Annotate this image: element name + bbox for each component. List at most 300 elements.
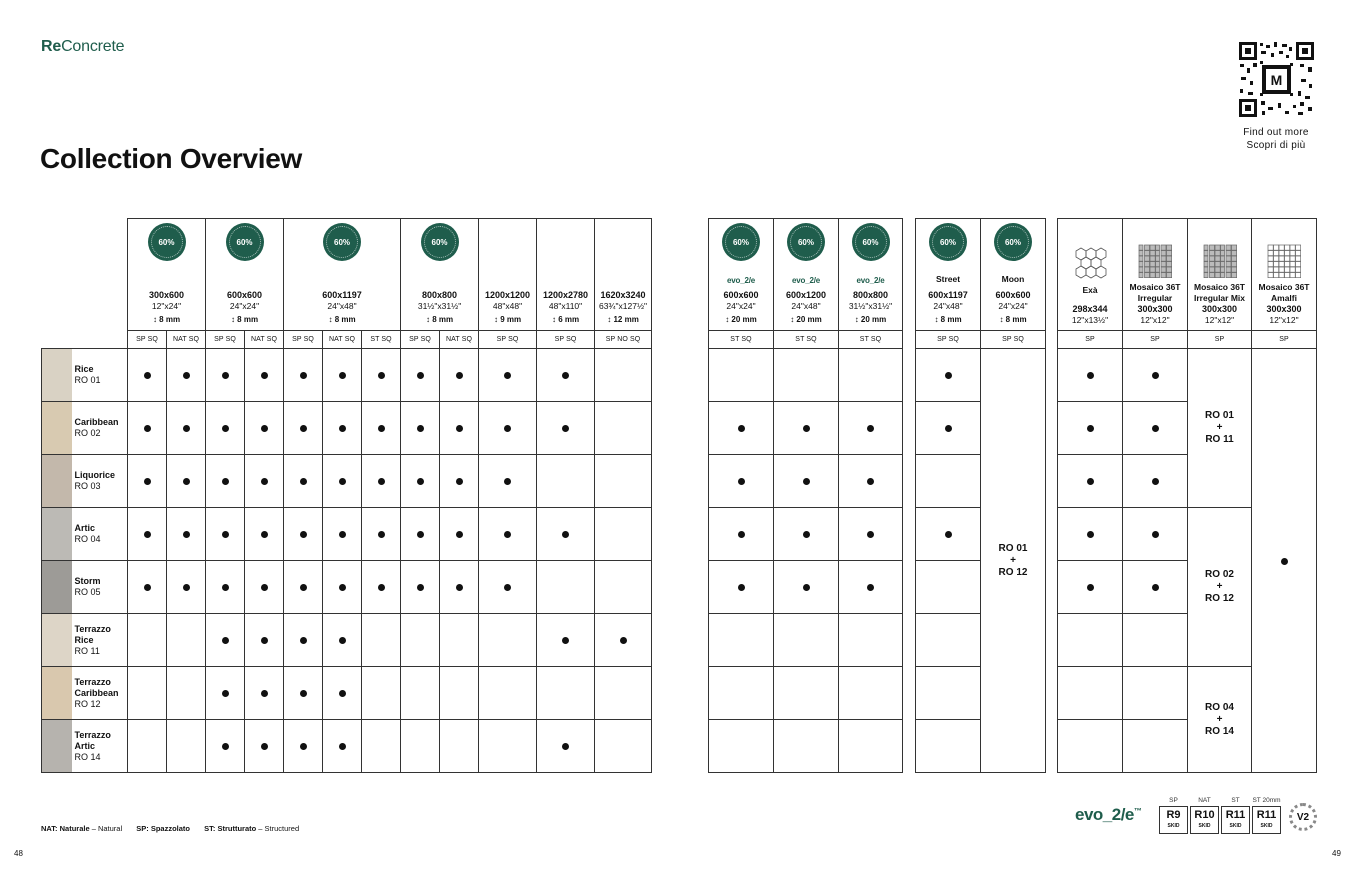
availability-cell: [839, 561, 903, 614]
availability-cell: [595, 667, 652, 720]
availability-cell: [537, 455, 595, 508]
recycled-badge-icon: 60%: [148, 223, 186, 261]
availability-cell: [128, 455, 167, 508]
availability-cell: [167, 508, 206, 561]
available-dot: [183, 478, 190, 485]
availability-cell: [167, 561, 206, 614]
availability-cell: [206, 508, 245, 561]
available-dot: [144, 425, 151, 432]
finish-label: SP: [1123, 331, 1188, 349]
available-dot: [144, 531, 151, 538]
availability-cell: [839, 720, 903, 773]
availability-cell: [839, 508, 903, 561]
availability-cell: [245, 561, 284, 614]
available-dot: [144, 478, 151, 485]
format-inches: 63¾"x127½": [598, 301, 648, 311]
table-row: [709, 508, 903, 561]
availability-cell: [774, 561, 839, 614]
format-size: 600x600: [723, 290, 759, 300]
availability-cell: [128, 402, 167, 455]
availability-cell: [595, 455, 652, 508]
availability-cell: [1123, 349, 1188, 402]
amalfi-mosaic-icon: [1267, 244, 1301, 278]
mosaic-header: Mosaico 36T Irregular 300x300 12"x12": [1123, 219, 1188, 331]
availability-cell: [537, 561, 595, 614]
format-inches: 31½"x31½": [848, 301, 893, 311]
availability-cell: [1123, 508, 1188, 561]
available-dot: [620, 637, 627, 644]
available-dot: [1087, 425, 1094, 432]
finish-label: SP SQ: [537, 331, 595, 349]
available-dot: [261, 584, 268, 591]
availability-cell: [362, 402, 401, 455]
available-dot: [378, 584, 385, 591]
availability-cell: [595, 614, 652, 667]
availability-cell: [537, 508, 595, 561]
available-dot: [183, 531, 190, 538]
available-dot: [417, 478, 424, 485]
thickness: ↕ 20 mm: [790, 315, 822, 324]
table-row: [42, 667, 652, 720]
finish-label: NAT SQ: [245, 331, 284, 349]
page-number-right: 49: [1332, 849, 1341, 858]
thickness: ↕ 9 mm: [493, 315, 522, 324]
availability-cell: [1058, 561, 1123, 614]
availability-cell: [537, 402, 595, 455]
available-dot: [339, 478, 346, 485]
mosaic-header: Mosaico 36T Amalfi 300x300 12"x12": [1252, 219, 1317, 331]
format-size: 300x300: [1137, 304, 1173, 314]
evo-line-label: evo_2/e: [792, 276, 820, 285]
available-dot: [562, 531, 569, 538]
available-dot: [456, 584, 463, 591]
availability-cell: [1123, 455, 1188, 508]
available-dot: [261, 478, 268, 485]
finish-label: NAT SQ: [323, 331, 362, 349]
available-dot: [417, 372, 424, 379]
availability-cell: [916, 720, 981, 773]
availability-cell: [167, 349, 206, 402]
available-dot: [183, 584, 190, 591]
street-moon-table: [915, 218, 1046, 773]
availability-cell: [284, 455, 323, 508]
available-dot: [803, 425, 810, 432]
availability-cell: [206, 667, 245, 720]
evo-format-header: [709, 219, 774, 331]
availability-cell: [709, 349, 774, 402]
product-header: [916, 219, 981, 331]
availability-cell: [479, 667, 537, 720]
recycled-badge-icon: 60%: [421, 223, 459, 261]
page-number-left: 48: [14, 849, 23, 858]
format-size: 1200x1200: [485, 290, 531, 300]
availability-cell: [479, 614, 537, 667]
availability-cell: [245, 667, 284, 720]
finish-label: ST SQ: [362, 331, 401, 349]
available-dot: [504, 584, 511, 591]
color-swatch: [42, 561, 72, 614]
availability-cell: [440, 614, 479, 667]
format-inches: 48"x110": [548, 301, 583, 311]
table-row: [42, 614, 652, 667]
availability-cell: [206, 349, 245, 402]
format-header: [206, 219, 284, 331]
availability-cell: [916, 402, 981, 455]
available-dot: [378, 531, 385, 538]
availability-cell: [401, 508, 440, 561]
availability-cell: [709, 402, 774, 455]
table-row: [709, 667, 903, 720]
irregular-mix-mosaic-icon: [1203, 244, 1237, 278]
available-dot: [183, 372, 190, 379]
finish-label: SP SQ: [981, 331, 1046, 349]
available-dot: [417, 584, 424, 591]
available-dot: [867, 531, 874, 538]
main-format-table: [41, 218, 652, 773]
format-size: 600x600: [995, 290, 1031, 300]
availability-cell: [595, 720, 652, 773]
availability-cell: [595, 508, 652, 561]
availability-cell: [916, 667, 981, 720]
availability-cell: [440, 561, 479, 614]
color-name: Rice RO 01: [72, 349, 128, 402]
format-header: [401, 219, 479, 331]
availability-cell: [595, 349, 652, 402]
format-inches: 31½"x31½": [417, 301, 462, 311]
availability-cell: [479, 455, 537, 508]
availability-cell: [362, 455, 401, 508]
format-inches: 12"x12": [1140, 315, 1170, 325]
thickness: ↕ 20 mm: [725, 315, 757, 324]
available-dot: [803, 478, 810, 485]
mix-combo-cell: RO 01 + RO 11: [1188, 349, 1252, 508]
available-dot: [867, 478, 874, 485]
available-dot: [417, 531, 424, 538]
format-size: 600x1200: [785, 290, 827, 300]
availability-cell: [839, 455, 903, 508]
available-dot: [867, 584, 874, 591]
table-row: [42, 508, 652, 561]
available-dot: [261, 637, 268, 644]
format-inches: 12"x24": [151, 301, 182, 311]
available-dot: [738, 478, 745, 485]
available-dot: [144, 372, 151, 379]
evo-table: [708, 218, 903, 773]
availability-cell: [128, 667, 167, 720]
format-inches: 24"x24": [229, 301, 260, 311]
thickness: ↕ 12 mm: [607, 315, 639, 324]
availability-cell: [1058, 720, 1123, 773]
product-name: Moon: [1001, 274, 1025, 284]
availability-cell: [774, 349, 839, 402]
available-dot: [504, 425, 511, 432]
format-size: 300x300: [1266, 304, 1302, 314]
availability-cell: [595, 561, 652, 614]
format-inches: 12"x12": [1204, 315, 1235, 325]
format-size: 800x800: [422, 290, 458, 300]
availability-cell: [128, 349, 167, 402]
finish-label: SP SQ: [284, 331, 323, 349]
availability-cell: [167, 614, 206, 667]
availability-cell: [479, 508, 537, 561]
color-swatch: [42, 349, 72, 402]
availability-cell: [440, 667, 479, 720]
availability-cell: [362, 720, 401, 773]
find-out-more[interactable]: Find out more Scopri di più: [1243, 127, 1309, 151]
finish-label: SP SQ: [916, 331, 981, 349]
availability-cell: [774, 402, 839, 455]
thickness: ↕ 20 mm: [854, 315, 887, 324]
evo-format-header: [774, 219, 839, 331]
available-dot: [738, 584, 745, 591]
available-dot: [339, 743, 346, 750]
v2-badge: V2: [1289, 803, 1317, 831]
recycled-badge-icon: 60%: [929, 223, 967, 261]
table-row: [916, 349, 1046, 402]
thickness: ↕ 6 mm: [551, 315, 580, 324]
available-dot: [222, 372, 229, 379]
available-dot: [1087, 372, 1094, 379]
finish-label: SP: [1252, 331, 1317, 349]
availability-cell: [245, 402, 284, 455]
product-name: Street: [935, 274, 961, 284]
availability-cell: [709, 561, 774, 614]
recycled-badge-icon: 60%: [852, 223, 890, 261]
table-row: [42, 349, 652, 402]
availability-cell: [774, 508, 839, 561]
available-dot: [144, 584, 151, 591]
color-name: Liquorice RO 03: [72, 455, 128, 508]
availability-cell: [774, 720, 839, 773]
format-size: 298x344: [1072, 304, 1108, 314]
mix-combo-cell: RO 04 + RO 14: [1188, 667, 1252, 773]
qr-code: [1238, 41, 1315, 118]
availability-cell: [128, 508, 167, 561]
format-size: 600x1197: [928, 290, 968, 300]
table-row: [42, 720, 652, 773]
available-dot: [1087, 478, 1094, 485]
finish-label: ST SQ: [839, 331, 903, 349]
availability-cell: [401, 349, 440, 402]
availability-cell: [284, 561, 323, 614]
available-dot: [300, 637, 307, 644]
availability-cell: [401, 720, 440, 773]
available-dot: [300, 531, 307, 538]
availability-cell: [323, 402, 362, 455]
available-dot: [222, 584, 229, 591]
availability-cell: [206, 614, 245, 667]
available-dot: [222, 690, 229, 697]
table-row: [42, 455, 652, 508]
availability-cell: [284, 720, 323, 773]
availability-cell: [245, 508, 284, 561]
availability-cell: [479, 561, 537, 614]
thickness: ↕ 8 mm: [425, 315, 454, 324]
color-swatch: [42, 402, 72, 455]
availability-cell: [1123, 720, 1188, 773]
availability-cell: [245, 455, 284, 508]
evo-line-label: evo_2/e: [856, 276, 885, 285]
available-dot: [222, 478, 229, 485]
color-name: Terrazzo Caribbean RO 12: [72, 667, 128, 720]
available-dot: [738, 531, 745, 538]
evo-format-header: [839, 219, 903, 331]
availability-cell: [774, 455, 839, 508]
color-name: Storm RO 05: [72, 561, 128, 614]
available-dot: [339, 584, 346, 591]
availability-cell: [128, 561, 167, 614]
availability-cell: [167, 720, 206, 773]
availability-cell: [401, 561, 440, 614]
availability-cell: [206, 561, 245, 614]
availability-cell: [440, 402, 479, 455]
available-dot: [562, 743, 569, 750]
product-header: [981, 219, 1046, 331]
format-size: 600x600: [227, 290, 263, 300]
availability-cell: [362, 667, 401, 720]
availability-cell: [537, 349, 595, 402]
availability-cell: [709, 667, 774, 720]
available-dot: [1152, 584, 1159, 591]
availability-cell: [206, 455, 245, 508]
thickness: ↕ 8 mm: [230, 315, 259, 324]
availability-cell: [709, 614, 774, 667]
finish-label: SP: [1058, 331, 1123, 349]
available-dot: [300, 743, 307, 750]
available-dot: [456, 531, 463, 538]
available-dot: [504, 478, 511, 485]
available-dot: [339, 531, 346, 538]
available-dot: [339, 425, 346, 432]
availability-cell: [709, 720, 774, 773]
available-dot: [222, 425, 229, 432]
thickness: ↕ 8 mm: [152, 315, 181, 324]
format-size: 1200x2780: [543, 290, 589, 300]
available-dot: [261, 531, 268, 538]
format-header: [284, 219, 401, 331]
availability-cell: [167, 402, 206, 455]
availability-cell: [916, 614, 981, 667]
format-inches: 48"x48": [492, 301, 523, 311]
certification-strip: [1075, 793, 1320, 835]
availability-cell: [839, 614, 903, 667]
available-dot: [222, 531, 229, 538]
available-dot: [945, 425, 952, 432]
available-dot: [456, 425, 463, 432]
available-dot: [261, 425, 268, 432]
availability-cell: [284, 614, 323, 667]
available-dot: [456, 372, 463, 379]
available-dot: [222, 637, 229, 644]
available-dot: [738, 425, 745, 432]
thickness: ↕ 8 mm: [934, 315, 962, 324]
available-dot: [945, 372, 952, 379]
availability-cell: [401, 402, 440, 455]
availability-cell: [1058, 402, 1123, 455]
availability-cell: [440, 508, 479, 561]
table-row: [709, 455, 903, 508]
page-title: Collection Overview: [40, 143, 302, 174]
available-dot: [261, 372, 268, 379]
availability-cell: [362, 349, 401, 402]
availability-cell: [362, 614, 401, 667]
thickness: ↕ 8 mm: [999, 315, 1027, 324]
recycled-badge-icon: 60%: [323, 223, 361, 261]
format-header: [537, 219, 595, 331]
moon-combo-cell: RO 01 + RO 12: [981, 349, 1046, 773]
thickness: ↕ 8 mm: [328, 315, 356, 324]
availability-cell: [479, 720, 537, 773]
availability-cell: [839, 667, 903, 720]
available-dot: [1087, 584, 1094, 591]
availability-cell: [839, 402, 903, 455]
table-row: [709, 614, 903, 667]
format-size: 1620x3240: [600, 290, 646, 300]
availability-cell: [245, 349, 284, 402]
exa-header: Exà 298x344 12"x13½": [1058, 219, 1123, 331]
available-dot: [300, 690, 307, 697]
table-row: [709, 720, 903, 773]
availability-cell: [1123, 402, 1188, 455]
availability-cell: [323, 667, 362, 720]
availability-cell: [323, 455, 362, 508]
availability-cell: [284, 667, 323, 720]
mosaic-table: [1057, 218, 1317, 773]
finish-label: SP NO SQ: [595, 331, 652, 349]
available-dot: [300, 372, 307, 379]
availability-cell: [537, 667, 595, 720]
available-dot: [339, 690, 346, 697]
finish-label: ST SQ: [709, 331, 774, 349]
available-dot: [456, 478, 463, 485]
table-row: [1058, 349, 1317, 402]
recycled-badge-icon: 60%: [787, 223, 825, 261]
available-dot: [417, 425, 424, 432]
availability-cell: [362, 561, 401, 614]
finish-label: SP SQ: [206, 331, 245, 349]
color-name: Caribbean RO 02: [72, 402, 128, 455]
available-dot: [261, 743, 268, 750]
availability-cell: [128, 614, 167, 667]
color-name: Terrazzo Artic RO 14: [72, 720, 128, 773]
availability-cell: [362, 508, 401, 561]
available-dot: [378, 478, 385, 485]
available-dot: [1152, 425, 1159, 432]
availability-cell: [1123, 561, 1188, 614]
finish-label: NAT SQ: [440, 331, 479, 349]
available-dot: [504, 372, 511, 379]
table-row: [42, 402, 652, 455]
availability-cell: [709, 455, 774, 508]
slip-resistance-badge: ST R11 SKID: [1221, 797, 1250, 834]
availability-cell: [537, 720, 595, 773]
available-dot: [183, 425, 190, 432]
table-row: [42, 561, 652, 614]
format-header: [479, 219, 537, 331]
available-dot: [562, 637, 569, 644]
available-dot: [1152, 478, 1159, 485]
color-swatch: [42, 508, 72, 561]
availability-cell: [323, 349, 362, 402]
finish-legend: NAT: Naturale – Natural SP: Spazzolato ST: Strutturato – Structured: [41, 824, 300, 833]
format-inches: 24"x24": [726, 301, 756, 311]
availability-cell: [916, 561, 981, 614]
availability-cell: [774, 667, 839, 720]
available-dot: [300, 478, 307, 485]
available-dot: [1087, 531, 1094, 538]
format-header: [128, 219, 206, 331]
availability-cell: [479, 402, 537, 455]
